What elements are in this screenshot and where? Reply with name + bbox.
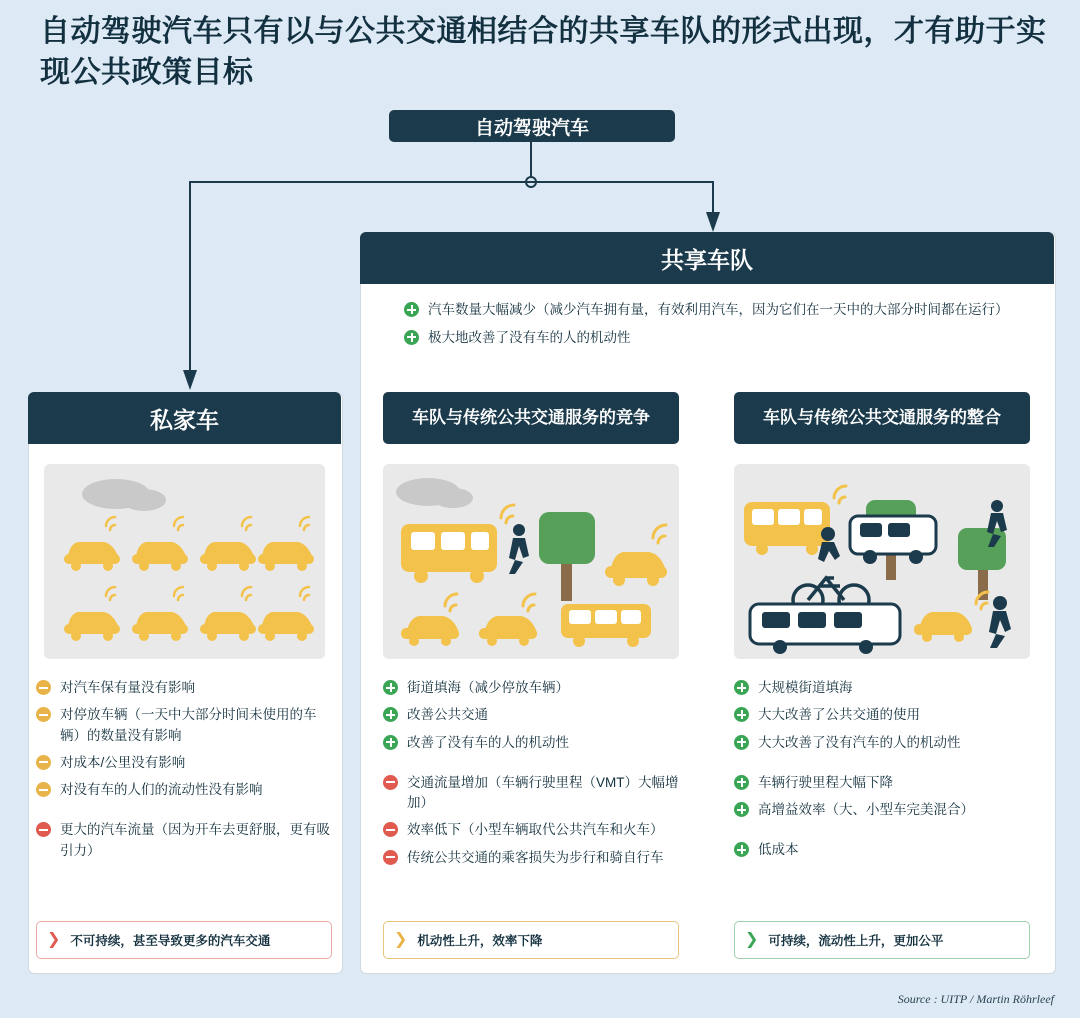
- bullet-text: 大规模街道填海: [758, 680, 853, 695]
- list-item: [383, 848, 679, 868]
- bullet-text: 交通流量增加（车辆行驶里程（VMT）大幅增加）: [407, 774, 679, 810]
- private-car-conclusion: [36, 921, 332, 959]
- plus-icon: [404, 302, 419, 317]
- list-spacer: [36, 807, 336, 820]
- bullet-text: 大大改善了公共交通的使用: [758, 707, 920, 723]
- list-item: [734, 773, 1030, 793]
- plus-icon: [734, 707, 749, 722]
- bullet-text: 对没有车的人们的流动性没有影响: [60, 782, 263, 797]
- list-item: [404, 328, 1024, 349]
- chevron-right-icon: ❯: [394, 931, 408, 948]
- plus-icon: [383, 735, 398, 750]
- integrate-title: 车队与传统公共交通服务的整合: [763, 408, 1001, 428]
- bullet-text: 街道填海（减少停放车辆）: [407, 680, 569, 695]
- compete-conclusion: [383, 921, 679, 959]
- bullet-text: 对停放车辆（一天中大部分时间未使用的车辆）的数量没有影响: [60, 707, 317, 743]
- integrate-header: [734, 392, 1030, 444]
- compete-header: [383, 392, 679, 444]
- shared-fleet-bullets: [404, 300, 1024, 356]
- list-spacer: [734, 760, 1030, 773]
- integrate-bullets: [734, 678, 1030, 868]
- list-item: [36, 705, 336, 746]
- private-car-bullets: [36, 678, 336, 868]
- bullet-text: 更大的汽车流量（因为开车去更舒服，更有吸引力）: [60, 822, 330, 858]
- minus-icon: [36, 822, 51, 837]
- page-title: 自动驾驶汽车只有以与公共交通相结合的共享车队的形式出现，才有助于实现公共政策目标: [40, 15, 1047, 89]
- conclusion-text: 不可持续，甚至导致更多的汽车交通: [70, 934, 271, 948]
- private-car-illustration: [44, 464, 325, 659]
- compete-bullets: [383, 678, 679, 875]
- bullet-text: 车辆行驶里程大幅下降: [758, 774, 893, 790]
- list-spacer: [383, 760, 679, 773]
- source-credit: Source : UITP / Martin Röhrleef: [897, 992, 1054, 1006]
- bullet-text: 大大改善了没有汽车的人的机动性: [758, 734, 961, 750]
- list-item: [36, 753, 336, 773]
- list-item: [734, 733, 1030, 753]
- minus-icon: [383, 775, 398, 790]
- list-item: [383, 678, 679, 698]
- bullet-text: 改善了没有车的人的机动性: [407, 734, 569, 750]
- bullet-text: 传统公共交通的乘客损失为步行和骑自行车: [407, 849, 664, 865]
- list-item: [734, 800, 1030, 820]
- list-item: [734, 840, 1030, 860]
- chevron-right-icon: ❯: [47, 931, 61, 948]
- list-item: [383, 773, 679, 814]
- shared-fleet-header: [360, 232, 1054, 284]
- bullet-text: 效率低下（小型车辆取代公共汽车和火车）: [407, 822, 664, 838]
- bullet-text: 汽车数量大幅减少（减少汽车拥有量，有效利用汽车，因为它们在一天中的大部分时间都在运行）: [428, 302, 1009, 317]
- list-item: [36, 780, 336, 800]
- plus-icon: [734, 802, 749, 817]
- neutral-icon: [36, 782, 51, 797]
- shared-fleet-title: 共享车队: [661, 246, 753, 273]
- plus-icon: [734, 775, 749, 790]
- minus-icon: [383, 850, 398, 865]
- list-item: [383, 705, 679, 725]
- private-car-title: 私家车: [150, 406, 219, 433]
- list-item: [383, 820, 679, 840]
- bullet-text: 低成本: [758, 842, 799, 858]
- compete-title: 车队与传统公共交通服务的竞争: [412, 408, 650, 428]
- bullet-text: 极大地改善了没有车的人的机动性: [428, 329, 631, 345]
- neutral-icon: [36, 707, 51, 722]
- list-spacer: [734, 827, 1030, 840]
- neutral-icon: [36, 680, 51, 695]
- minus-icon: [383, 822, 398, 837]
- plus-icon: [734, 680, 749, 695]
- conclusion-text: 机动性上升，效率下降: [417, 934, 543, 948]
- plus-icon: [383, 680, 398, 695]
- private-car-header: [28, 392, 341, 444]
- list-item: [404, 300, 1024, 321]
- integrate-illustration: [734, 464, 1030, 659]
- neutral-icon: [36, 755, 51, 770]
- compete-illustration: [383, 464, 679, 659]
- bullet-text: 高增益效率（大、小型车完美混合）: [758, 802, 974, 817]
- bullet-text: 对汽车保有量没有影响: [60, 680, 195, 695]
- plus-icon: [383, 707, 398, 722]
- list-item: [734, 705, 1030, 725]
- conclusion-text: 可持续，流动性上升，更加公平: [768, 934, 944, 948]
- chevron-right-icon: ❯: [745, 931, 759, 948]
- list-item: [383, 733, 679, 753]
- node-autonomous-vehicles-label: 自动驾驶汽车: [474, 117, 589, 139]
- list-item: [734, 678, 1030, 698]
- bullet-text: 对成本/公里没有影响: [60, 754, 186, 770]
- plus-icon: [734, 735, 749, 750]
- bullet-text: 改善公共交通: [407, 707, 488, 723]
- plus-icon: [404, 330, 419, 345]
- plus-icon: [734, 842, 749, 857]
- list-item: [36, 678, 336, 698]
- list-item: [36, 820, 336, 861]
- integrate-conclusion: [734, 921, 1030, 959]
